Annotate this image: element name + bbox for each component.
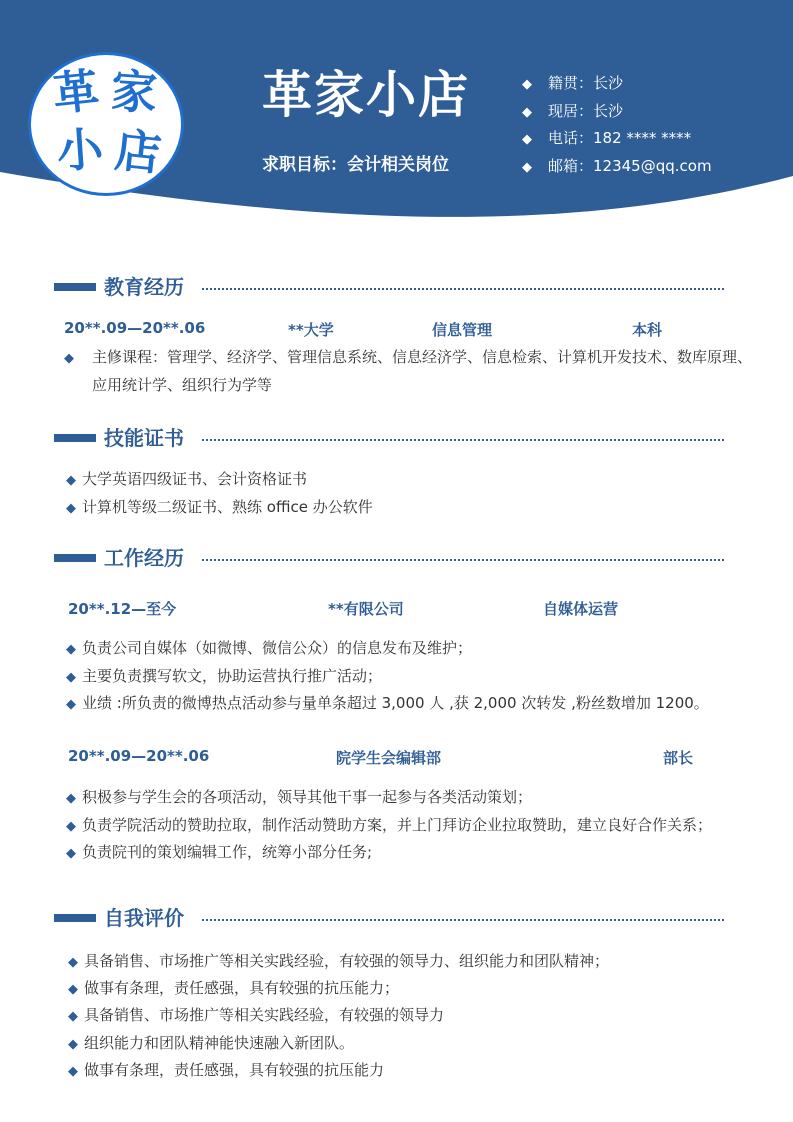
education-degree: 本科 — [632, 321, 663, 339]
contact-list — [522, 70, 712, 180]
list-item-text: 具备销售、市场推广等相关实践经验，有较强的领导力 — [84, 1006, 445, 1024]
list-item-text: 主要负责撰写软文，协助运营执行推广活动； — [82, 667, 383, 685]
diamond-bullet-icon: ◆ — [522, 104, 532, 120]
list-item-text: 积极参与学生会的各项活动，领导其他干事一起参与各类活动策划； — [82, 788, 533, 806]
list-item — [66, 665, 382, 686]
education-date: 20**.09—20**.06 — [64, 319, 206, 337]
contact-phone — [522, 125, 712, 153]
section-bar — [54, 283, 96, 291]
logo-char: 革 — [50, 62, 102, 122]
diamond-bullet-icon: ◆ — [68, 982, 78, 997]
candidate-name: 革家小店 — [262, 66, 470, 124]
section-heading: 技能证书 — [104, 426, 184, 450]
section-education-title — [54, 272, 724, 302]
logo-char: 店 — [112, 122, 164, 182]
list-item — [66, 786, 532, 807]
list-item — [68, 1059, 384, 1080]
list-item — [66, 814, 712, 835]
diamond-bullet-icon: ◆ — [68, 1009, 78, 1024]
list-item-text: 负责学院活动的赞助拉取，制作活动赞助方案，并上门拜访企业拉取赞助，建立良好合作关系； — [82, 816, 713, 834]
section-skills-title — [54, 423, 724, 453]
job-company: 院学生会编辑部 — [336, 749, 442, 767]
logo-char: 家 — [109, 63, 159, 121]
job-position: 自媒体运营 — [543, 600, 619, 618]
section-bar — [54, 554, 96, 562]
list-item — [68, 1004, 444, 1025]
list-item — [68, 977, 399, 998]
education-major: 信息管理 — [432, 321, 493, 339]
course-text: 主修课程：管理学、经济学、管理信息系统、信息经济学、信息检索、计算机开发技术、数库原理、应用统计学、组织行为学等 — [92, 348, 753, 394]
list-item — [68, 950, 609, 971]
list-item — [66, 468, 307, 489]
diamond-bullet-icon: ◆ — [522, 132, 532, 147]
contact-text: 邮箱：12345@qq.com — [548, 156, 712, 175]
section-heading: 工作经历 — [104, 546, 184, 570]
diamond-bullet-icon: ◆ — [66, 791, 76, 806]
list-item — [66, 496, 373, 517]
contact-residence — [522, 98, 712, 126]
contact-text: 现居：长沙 — [548, 101, 624, 120]
job-objective: 求职目标：会计相关岗位 — [262, 155, 449, 175]
section-work-title — [54, 543, 724, 573]
list-item-text: 组织能力和团队精神能快速融入新团队。 — [84, 1034, 355, 1052]
list-item — [66, 692, 709, 713]
diamond-bullet-icon: ◆ — [68, 1064, 78, 1079]
diamond-bullet-icon: ◆ — [522, 77, 532, 92]
list-item — [68, 1032, 354, 1053]
logo-seal — [28, 52, 184, 196]
job-date: 20**.12—至今 — [68, 600, 177, 618]
education-school: **大学 — [288, 321, 334, 339]
list-item-text: 具备销售、市场推广等相关实践经验，有较强的领导力、组织能力和团队精神； — [84, 952, 610, 970]
contact-text: 电话：182 **** **** — [548, 129, 692, 147]
diamond-bullet-icon: ◆ — [522, 159, 532, 175]
section-divider — [202, 439, 724, 441]
section-bar — [54, 914, 96, 922]
contact-email — [522, 153, 712, 181]
section-bar — [54, 434, 96, 442]
job-company: **有限公司 — [328, 600, 404, 618]
list-item-text: 计算机等级二级证书、熟练 office 办公软件 — [82, 498, 373, 516]
diamond-bullet-icon: ◆ — [66, 846, 76, 861]
job-position: 部长 — [663, 749, 694, 767]
diamond-bullet-icon: ◆ — [68, 1037, 78, 1052]
section-heading: 自我评价 — [104, 906, 184, 930]
section-divider — [202, 919, 724, 921]
job-date: 20**.09—20**.06 — [68, 747, 210, 765]
contact-text: 籍贯：长沙 — [548, 74, 624, 92]
list-item-text: 业绩 :所负责的微博热点活动参与量单条超过 3,000 人 ,获 2,000 次转发 ,粉丝数增加 1200。 — [82, 694, 709, 712]
diamond-bullet-icon: ◆ — [66, 697, 76, 712]
section-divider — [202, 288, 724, 290]
list-item-text: 负责院刊的策划编辑工作，统筹小部分任务; — [82, 843, 373, 861]
section-self-title — [54, 903, 724, 933]
section-heading: 教育经历 — [104, 275, 184, 299]
list-item-text: 大学英语四级证书、会计资格证书 — [82, 470, 308, 488]
section-divider — [202, 559, 724, 561]
diamond-bullet-icon: ◆ — [64, 351, 74, 366]
diamond-bullet-icon: ◆ — [66, 501, 76, 516]
education-course — [64, 344, 764, 399]
list-item — [66, 637, 472, 658]
list-item-text: 做事有条理，责任感强，具有较强的抗压能力 — [84, 1061, 385, 1079]
diamond-bullet-icon: ◆ — [66, 819, 76, 834]
list-item-text: 负责公司自媒体（如微博、微信公众）的信息发布及维护； — [82, 639, 473, 657]
diamond-bullet-icon: ◆ — [68, 955, 78, 970]
list-item-text: 做事有条理，责任感强，具有较强的抗压能力； — [84, 979, 400, 997]
diamond-bullet-icon: ◆ — [66, 473, 76, 488]
diamond-bullet-icon: ◆ — [66, 642, 76, 657]
contact-hometown — [522, 70, 712, 98]
logo-char: 小 — [55, 121, 105, 179]
list-item — [66, 841, 372, 862]
diamond-bullet-icon: ◆ — [66, 670, 76, 685]
